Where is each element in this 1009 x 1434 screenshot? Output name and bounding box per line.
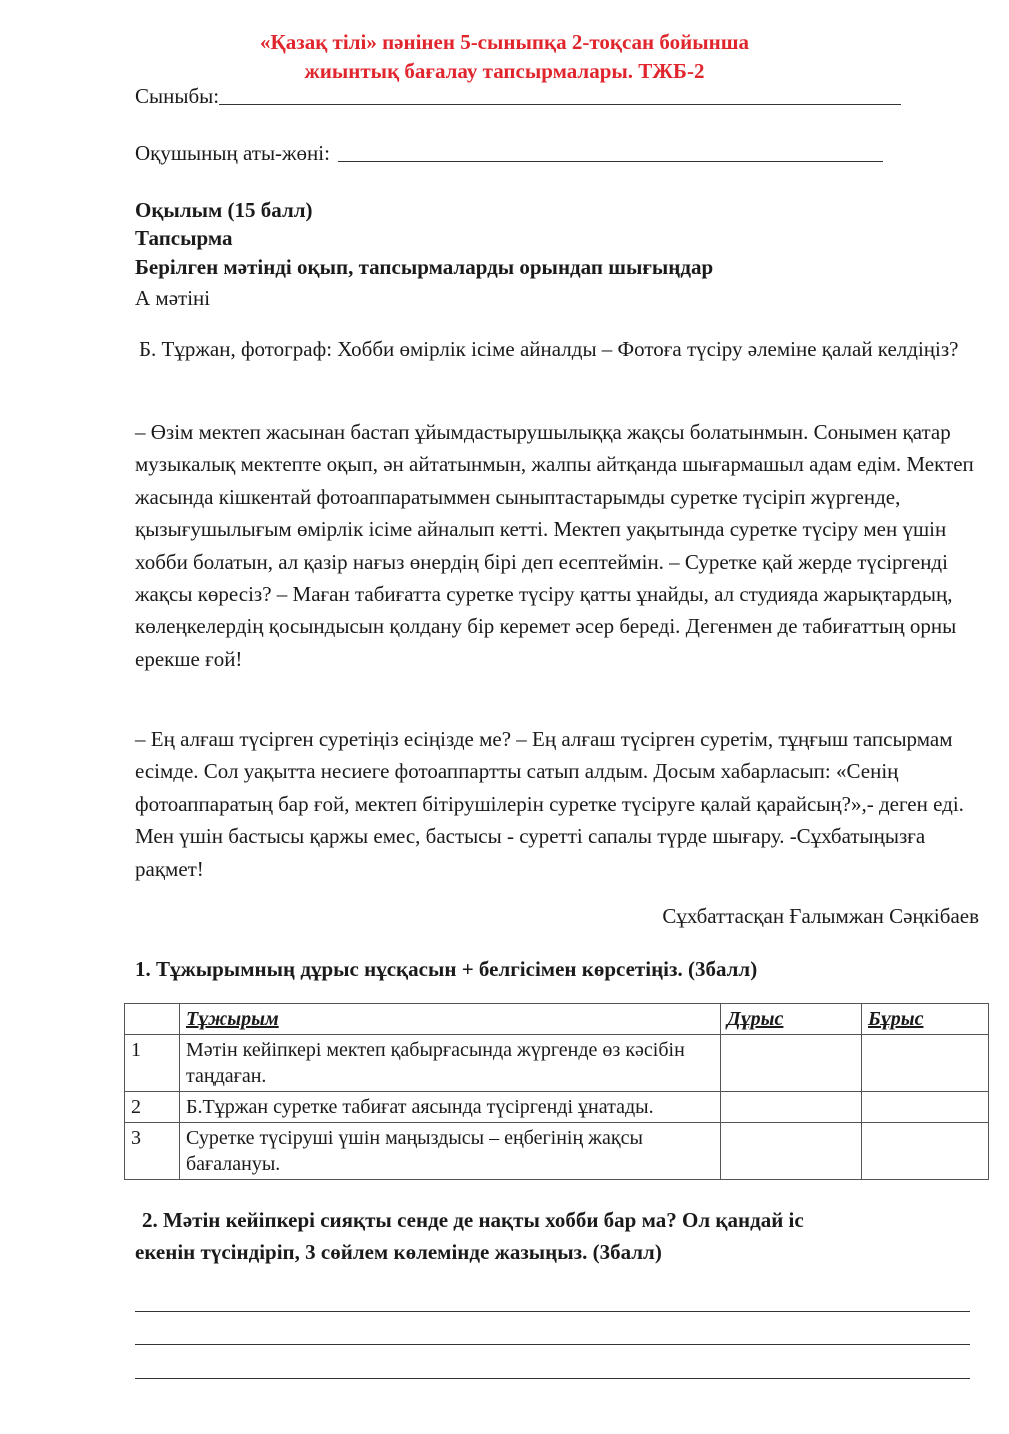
answer-line[interactable] xyxy=(135,1377,970,1379)
table-row xyxy=(125,1092,989,1123)
name-input-line[interactable] xyxy=(338,160,883,162)
answer-line[interactable] xyxy=(135,1310,970,1312)
document-title xyxy=(0,28,1009,86)
true-answer-cell[interactable] xyxy=(721,1035,862,1092)
header-statement: Тұжырым xyxy=(180,1004,721,1035)
class-input-line[interactable] xyxy=(219,103,901,105)
row-number: 2 xyxy=(125,1092,180,1123)
statements-table xyxy=(124,1003,989,1180)
name-field xyxy=(135,141,883,166)
header-number xyxy=(125,1004,180,1035)
true-answer-cell[interactable] xyxy=(721,1123,862,1180)
false-answer-cell[interactable] xyxy=(862,1092,989,1123)
table-row xyxy=(125,1035,989,1092)
task2-heading-line-1: 2. Мәтін кейіпкері сияқты сенде де нақты хобби бар ма? Ол қандай іс xyxy=(142,1208,804,1232)
task2-heading-line-2: екенін түсіндіріп, 3 сөйлем көлемінде жазыңыз. (3балл) xyxy=(135,1240,662,1264)
section-heading: Оқылым (15 балл) xyxy=(135,198,313,222)
true-answer-cell[interactable] xyxy=(721,1092,862,1123)
text-paragraph-1: – Өзім мектеп жасынан бастап ұйымдастырушылыққа жақсы болатынмын. Сонымен қатар музыкалық мектепте оқып, ән айтатынмын, жалпы айтқанда шығармашыл адам едім. Мектеп жасында кішкентай фотоаппаратыммен сыныптастарымды суретке түсіріп жүргенде, қызығушылығым өмірлік ісіме айналып кетті. Мектеп уақытында суретке түсіру мен үшін хобби болатын, ал қазір нағыз өнердің бірі деп есептеймін. – Суретке қай жерде түсіргенді жақсы көресіз? – Маған табиғатта суретке түсіру қатты ұнайды, ал студияда жарықтардың, көлеңкелердің қосындысын қолдану бір керемет әсер береді. Дегенмен де табиғаттың орны ерекше ғой! xyxy=(135,420,974,671)
title-line-2: жиынтық бағалау тапсырмалары. ТЖБ-2 xyxy=(304,59,705,83)
title-line-1: «Қазақ тілі» пәнінен 5-сыныпқа 2-тоқсан бойынша xyxy=(260,30,749,54)
text-intro: Б. Тұржан, фотограф: Хобби өмірлік ісіме айналды – Фотоға түсіру әлеміне қалай келдіңіз? xyxy=(139,337,959,361)
table-header-row xyxy=(125,1004,989,1035)
text-label: А мәтіні xyxy=(135,286,211,310)
false-answer-cell[interactable] xyxy=(862,1123,989,1180)
name-label: Оқушының аты-жөні: xyxy=(135,141,330,165)
header-true: Дұрыс xyxy=(721,1004,862,1035)
row-statement: Б.Тұржан суретке табиғат аясында түсіргенді ұнатады. xyxy=(180,1092,721,1123)
text-paragraph-2: – Ең алғаш түсірген суретіңіз есіңізде ме? – Ең алғаш түсірген суретім, тұңғыш тапсырмам есімде. Сол уақытта несиеге фотоаппартты сатып алдым. Досым хабарласып: «Сенің фотоаппаратың бар ғой, мектеп бітірушілерін суретке түсіруге қалай қарайсың?»,- деген еді. Мен үшін бастысы қаржы емес, бастысы - суретті сапалы түрде шығару. -Сұхбатыңызға рақмет! xyxy=(135,727,964,881)
row-number: 1 xyxy=(125,1035,180,1092)
instruction: Берілген мәтінді оқып, тапсырмаларды орындап шығыңдар xyxy=(135,255,714,279)
row-statement: Суретке түсіруші үшін маңыздысы – еңбегінің жақсы бағалануы. xyxy=(180,1123,721,1180)
row-number: 3 xyxy=(125,1123,180,1180)
class-label: Сыныбы: xyxy=(135,84,220,108)
task1-heading: 1. Тұжырымның дұрыс нұсқасын + белгісімен көрсетіңіз. (3балл) xyxy=(135,957,758,981)
false-answer-cell[interactable] xyxy=(862,1035,989,1092)
task-label: Тапсырма xyxy=(135,226,233,250)
class-field xyxy=(135,84,901,109)
answer-line[interactable] xyxy=(135,1343,970,1345)
author: Сұхбаттасқан Ғалымжан Сәңкібаев xyxy=(662,904,979,928)
header-false: Бұрыс xyxy=(862,1004,989,1035)
row-statement: Мәтін кейіпкері мектеп қабырғасында жүргенде өз кәсібін таңдаған. xyxy=(180,1035,721,1092)
table-row xyxy=(125,1123,989,1180)
